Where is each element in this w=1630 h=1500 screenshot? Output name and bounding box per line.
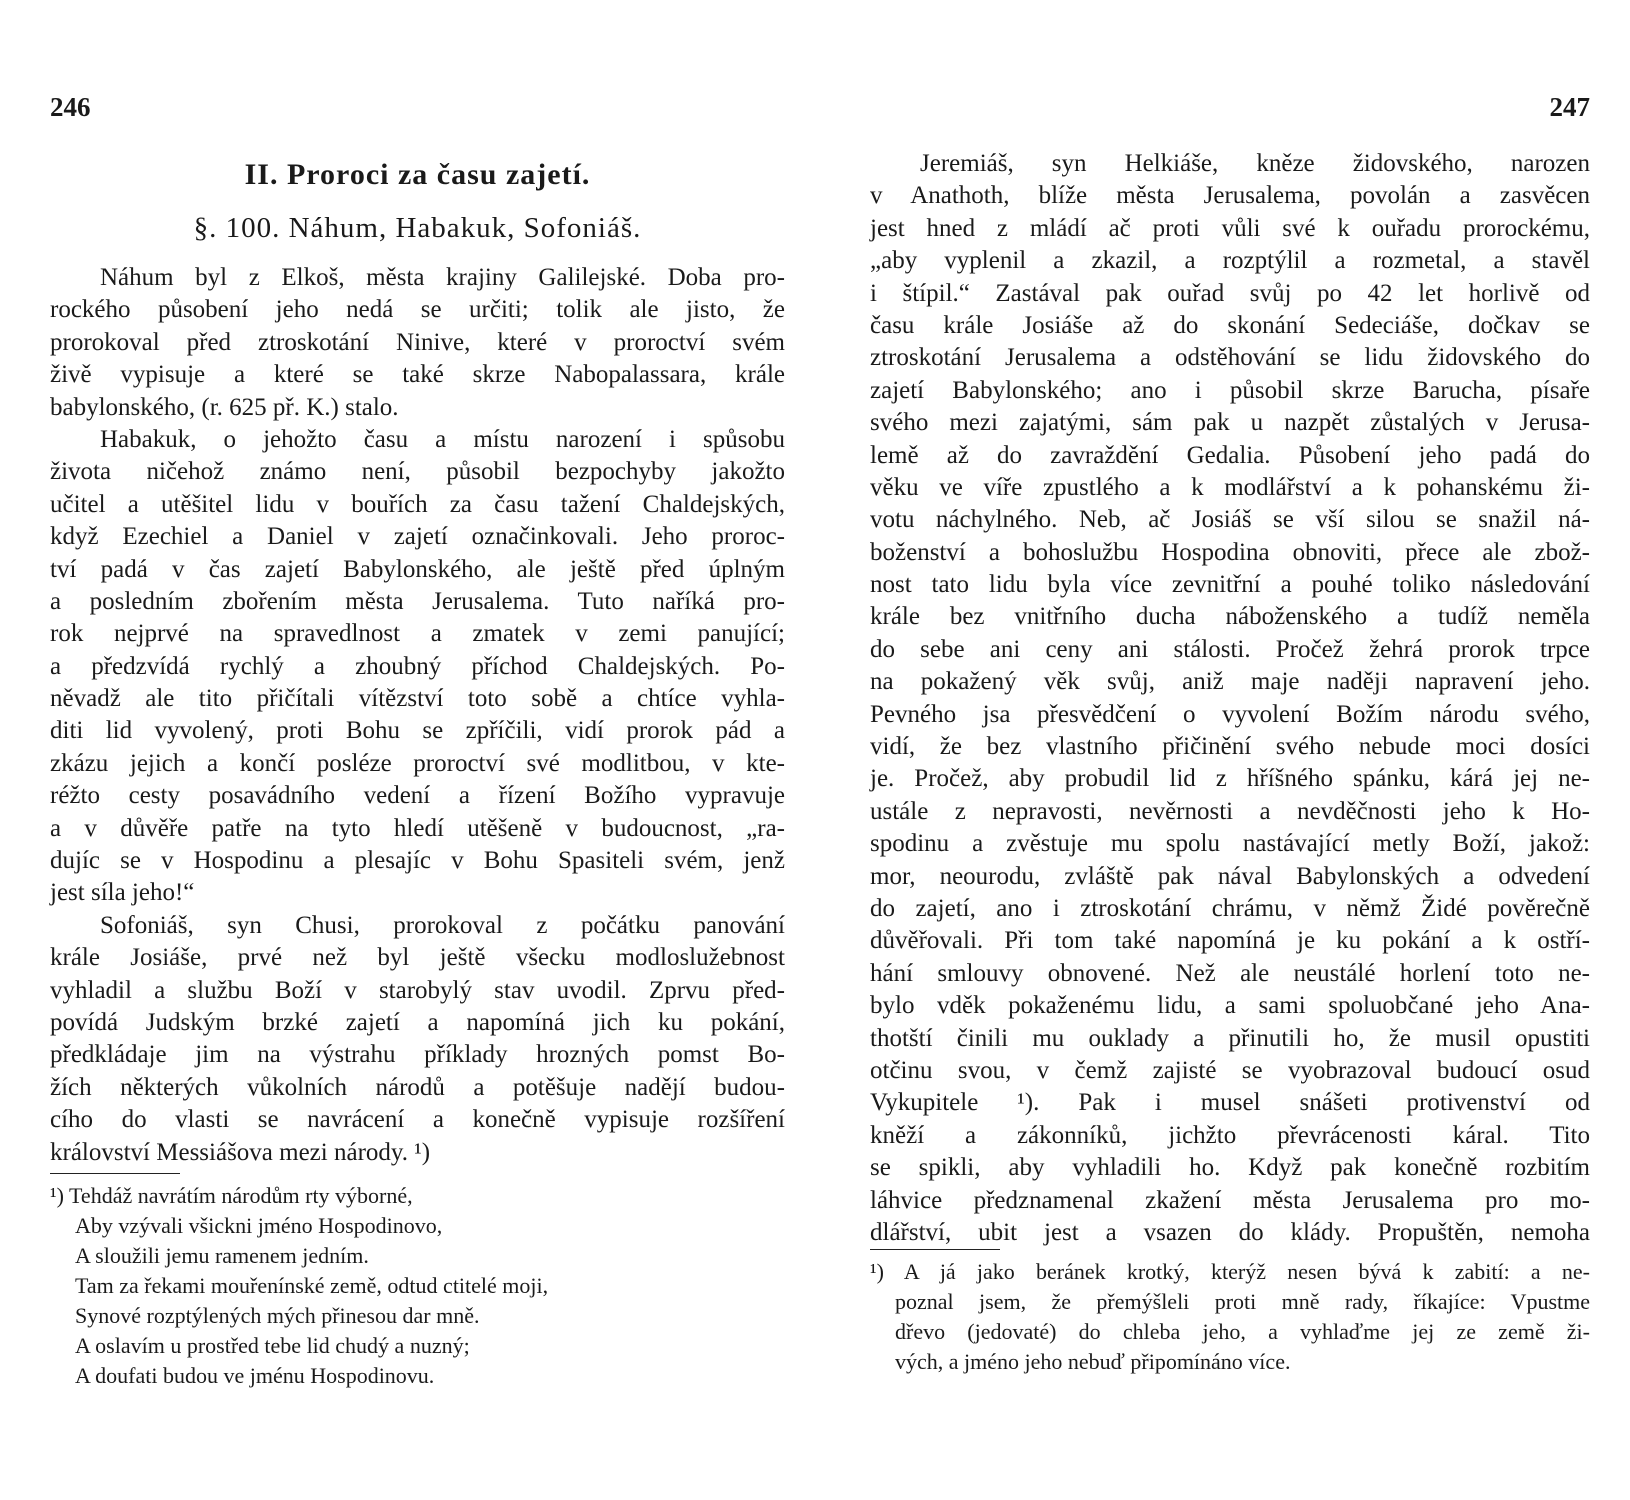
text-line: ustále z nepravosti, nevěrnosti a nevděčnosti jeho k Ho- <box>870 797 1590 825</box>
text-line: Jeremiáš, syn Helkiáše, kněze židovského, narozen <box>920 150 1590 177</box>
text-line: Habakuk, o jehožto času a místu narození i spůsobu <box>100 425 785 453</box>
text-line: krále bez vnitřního ducha náboženského a tudíž neměla <box>870 603 1590 631</box>
text-line: času krále Josiáše až do skonání Sedeciáše, dočkav se <box>870 311 1590 339</box>
text-line: na pokažený věk svůj, aniž maje naději napravení jeho. <box>870 668 1590 696</box>
footnotes <box>50 1181 785 1391</box>
text-line: ztroskotání Jerusalema a odstěhování se lidu židovského do <box>870 344 1590 372</box>
footnote-rule <box>870 1249 1000 1250</box>
text-line: zkázu jejich a končí posléze proroctví své modlitbou, v kte- <box>50 749 785 777</box>
text-line: kněží a zákonníků, jichžto převrácenosti káral. Tito <box>870 1121 1590 1149</box>
section-heading: §. 100. Náhum, Habakuk, Sofoniáš. <box>193 212 642 244</box>
text-line: hání smlouvy obnovené. Než ale neustálé horlení toto ne- <box>870 959 1590 987</box>
text-line: „aby vyplenil a zkazil, a rozptýlil a rozmetal, a stavěl <box>870 247 1590 275</box>
footnote-line: ¹) Tehdáž navrátím národům rty výborné, <box>50 1183 413 1208</box>
text-line: živě vypisuje a které se také skrze Nabopalassara, krále <box>50 361 785 389</box>
text-line: réžto cesty posavádního vedení a řízení Božího vypravuje <box>50 782 785 810</box>
text-line: vyhladil a službu Boží v starobylý stav uvodil. Zprvu před- <box>50 976 785 1004</box>
footnote-line: A sloužili jemu ramenem jedním. <box>75 1243 369 1268</box>
footnote-line: A doufati budou ve jménu Hospodinovu. <box>75 1363 435 1388</box>
text-line: žích některých vůkolních národů a potěšuje nadějí budou- <box>50 1073 785 1101</box>
text-line: thotští činili mu ouklady a přinutili ho, že musil opustiti <box>870 1024 1590 1052</box>
text-line: vidí, že bez vlastního přičinění svého nebude moci dosíci <box>870 733 1590 761</box>
footnote-line: Tam za řekami mouřenínské země, odtud ctitelé moji, <box>75 1273 549 1298</box>
text-line: dlářství, ubit jest a vsazen do klády. Propuštěn, nemoha <box>870 1218 1590 1246</box>
text-line: nost tato lidu byla více zevnitřní a pouhé toliko následování <box>870 571 1590 599</box>
text-line: babylonského, (r. 625 př. K.) stalo. <box>50 393 399 421</box>
text-line: tví padá v čas zajetí Babylonského, ale ještě před úplným <box>50 555 785 583</box>
text-line: cího do vlasti se navrácení a konečně vypisuje rozšíření <box>50 1106 785 1134</box>
text-line: učitel a utěšitel lidu v bouřích za času tažení Chaldejských, <box>50 490 785 518</box>
body-text <box>870 148 1590 1249</box>
text-line: boženství a bohoslužbu Hospodina obnoviti, přece ale zbož- <box>870 538 1590 566</box>
text-line: Náhum byl z Elkoš, města krajiny Galilejské. Doba pro- <box>100 264 785 291</box>
page-number: 247 <box>1549 92 1590 122</box>
chapter-heading: II. Proroci za času zajetí. <box>244 158 591 191</box>
text-line: Vykupitele ¹). Pak i musel snášeti protivenství od <box>870 1089 1590 1117</box>
text-line: láhvice předznamenal zkažení města Jerusalema pro mo- <box>870 1186 1590 1214</box>
text-line: a v důvěře patře na tyto hledí utěšeně v budoucnost, „ra- <box>50 814 785 842</box>
text-line: bylo vděk pokaženému lidu, a sami spoluobčané jeho Ana- <box>870 992 1590 1020</box>
text-line: věku ve víře zpustlého a k modlářství a k pohanskému ži- <box>870 473 1590 501</box>
footnote-line: A oslavím u prostřed tebe lid chudý a nuzný; <box>75 1333 470 1358</box>
text-line: důvěřovali. Při tom také napomíná je ku pokání a k ostří- <box>870 927 1590 955</box>
footnote-line: Aby vzývali všickni jméno Hospodinovo, <box>75 1213 443 1238</box>
body-text <box>50 262 785 1169</box>
footnotes <box>870 1257 1590 1377</box>
text-line: lemě až do zavraždění Gedalia. Působení jeho padá do <box>870 441 1590 469</box>
text-line: něvadž ale tito přičítali vítězství toto sobě a chtíce vyhla- <box>50 685 785 713</box>
text-line: jest hned z mládí ač proti vůli své k ouřadu prorockému, <box>870 214 1590 242</box>
text-line: krále Josiáše, prvé než byl ještě všecku modloslužebnost <box>50 944 785 972</box>
footnote-line: Synové rozptýlených mých přinesou dar mně. <box>75 1303 480 1328</box>
text-line: rockého působení jeho nedá se určiti; tolik ale jisto, že <box>50 296 785 324</box>
text-line: dujíc se v Hospodinu a plesajíc v Bohu Spasiteli svém, jenž <box>50 847 785 875</box>
text-line: povídá Judským brzké zajetí a napomíná jich ku pokání, <box>50 1008 785 1036</box>
footnote-line: vých, a jméno jeho nebuď připomínáno více. <box>895 1349 1291 1374</box>
page-number: 246 <box>50 92 91 122</box>
text-line: a předzvídá rychlý a zhoubný příchod Chaldejských. Po- <box>50 652 785 680</box>
text-line: votu náchylného. Neb, ač Josiáš se vší silou se snažil ná- <box>870 506 1590 534</box>
text-line: života ničehož známo není, působil bezpochyby jakožto <box>50 458 785 486</box>
text-line: otčinu svou, v čemž zajisté se vyobrazoval budoucí osud <box>870 1056 1590 1084</box>
text-line: v Anathoth, blíže města Jerusalema, povolán a zasvěcen <box>870 182 1590 210</box>
footnote-line: dřevo (jedovaté) do chleba jeho, a vyhlaďme jej ze země ži- <box>895 1319 1590 1344</box>
text-line: když Ezechiel a Daniel v zajetí označinkovali. Jeho proroc- <box>50 523 785 551</box>
text-line: se spikli, aby vyhladili ho. Když pak konečně rozbitím <box>870 1154 1590 1182</box>
text-line: Pevného jsa přesvědčení o vyvolení Božím národu svého, <box>870 700 1590 728</box>
text-line: zajetí Babylonského; ano i působil skrze Barucha, písaře <box>870 376 1590 404</box>
text-line: předkládaje jim na výstrahu příklady hrozných pomst Bo- <box>50 1041 785 1069</box>
footnote-line: poznal jsem, že přemýšleli proti mně rady, říkajíce: Vpustme <box>895 1289 1590 1314</box>
text-line: mor, neourodu, zvláště pak nával Babylonských a odvedení <box>870 862 1590 890</box>
text-line: je. Pročež, aby probudil lid z hříšného spánku, kárá jej ne- <box>870 765 1590 793</box>
text-line: a posledním zbořením města Jerusalema. Tuto naříká pro- <box>50 587 785 615</box>
text-line: jest síla jeho!“ <box>50 879 195 907</box>
text-line: Sofoniáš, syn Chusi, prorokoval z počátku panování <box>100 911 785 939</box>
text-line: do zajetí, ano i ztroskotání chrámu, v němž Židé pověrečně <box>870 894 1590 922</box>
text-line: do sebe ani ceny ani stálosti. Pročež žehrá prorok trpce <box>870 635 1590 663</box>
footnote-rule <box>50 1173 180 1174</box>
text-line: rok nejprvé na spravedlnost a zmatek v zemi panující; <box>50 620 785 648</box>
footnote-line: ¹) A já jako beránek krotký, kterýž nesen bývá k zabití: a ne- <box>870 1259 1590 1284</box>
text-line: diti lid vyvolený, proti Bohu se zpříčili, vidí prorok pád a <box>50 717 785 745</box>
text-line: království Messiášova mezi národy. ¹) <box>50 1138 431 1166</box>
text-line: svého mezi zajatými, sám pak u nazpět zůstalých v Jerusa- <box>870 409 1590 437</box>
text-line: i štípil.“ Zastával pak ouřad svůj po 42 let horlivě od <box>870 279 1590 307</box>
text-line: spodinu a zvěstuje mu spolu nastávající metly Boží, jakož: <box>870 830 1590 858</box>
text-line: prorokoval před ztroskotání Ninive, které v proroctví svém <box>50 328 785 356</box>
